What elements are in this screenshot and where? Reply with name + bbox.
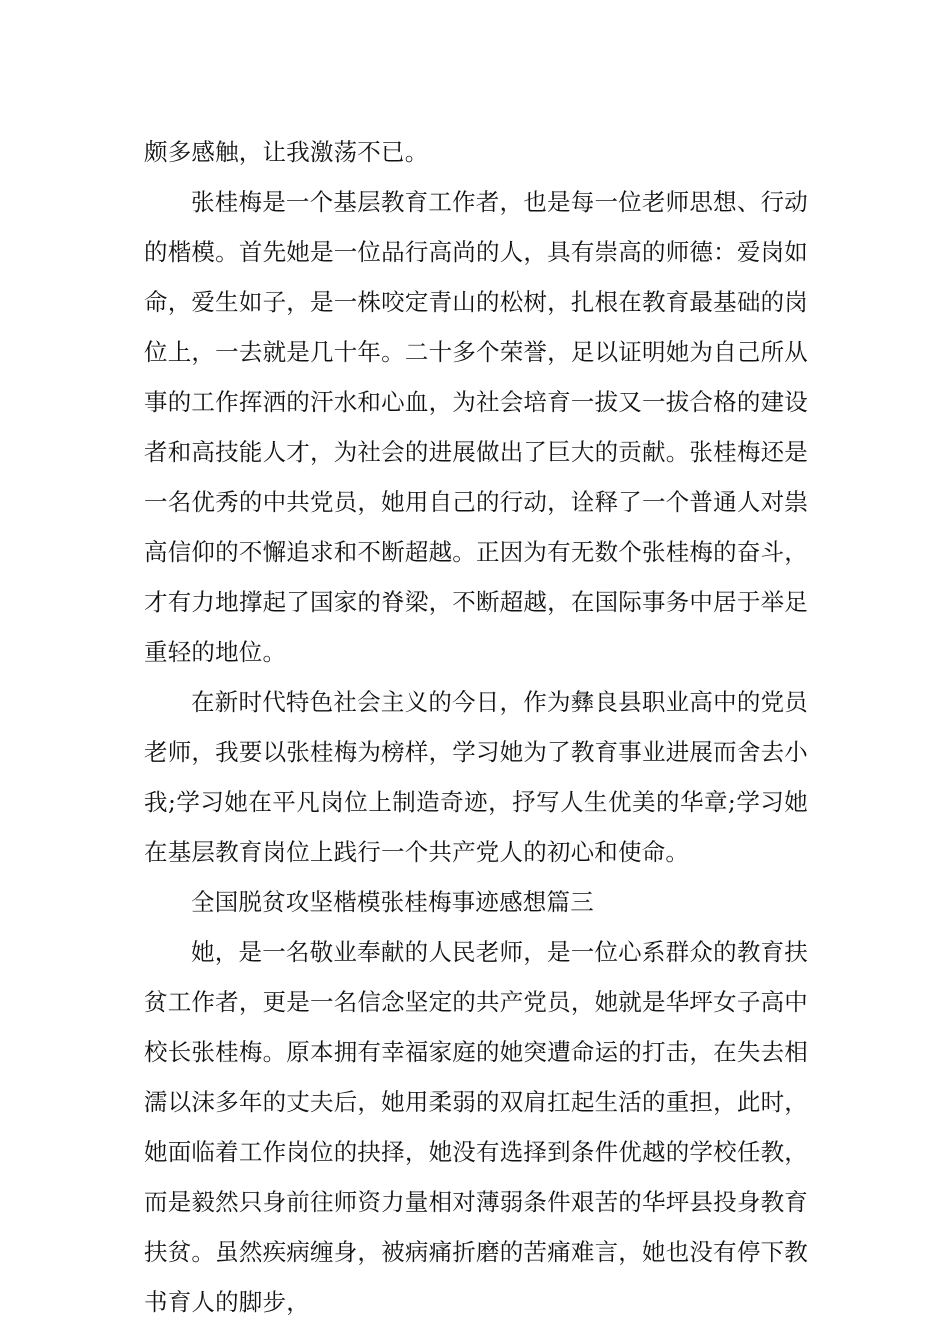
paragraph-new-era-teacher: 在新时代特色社会主义的今日，作为彝良县职业高中的党员老师，我要以张桂梅为榜样，学习她为了教育事业进展而舍去小我;学习她在平凡岗位上制造奇迹，抒写人生优美的华章;学习她在基层教育岗位上践行一个共产党人的初心和使命。 [144, 688, 808, 866]
paragraph-continuation: 颇多感触，让我激荡不已。 [144, 138, 429, 166]
paragraph-dedicated-teacher: 她，是一名敬业奉献的人民老师，是一位心系群众的教育扶贫工作者，更是一名信念坚定的共产党员，她就是华坪女子高中校长张桂梅。原本拥有幸福家庭的她突遭命运的打击，在失去相濡以沫多年的丈夫后，她用柔弱的双肩扛起生活的重担，此时，她面临着工作岗位的抉择，她没有选择到条件优越的学校任教，而是毅然只身前往师资力量相对薄弱条件艰苦的华坪县投身教育扶贫。虽然疾病缠身，被病痛折磨的苦痛难言，她也没有停下教书育人的脚步， [144, 938, 808, 1316]
paragraph-zhang-guimei-role-model: 张桂梅是一个基层教育工作者，也是每一位老师思想、行动的楷模。首先她是一位品行高尚的人，具有崇高的师德：爱岗如命，爱生如子，是一株咬定青山的松树，扎根在教育最基础的岗位上，一去就是几十年。二十多个荣誉，足以证明她为自己所从事的工作挥洒的汗水和心血，为社会培育一拔又一拔合格的建设者和高技能人才，为社会的进展做出了巨大的贡献。张桂梅还是一名优秀的中共党员，她用自己的行动，诠释了一个普通人对祟高信仰的不懈追求和不断超越。正因为有无数个张桂梅的奋斗，才有力地撑起了国家的脊梁，不断超越，在国际事务中居于举足重轻的地位。 [144, 188, 808, 666]
document-body [144, 127, 808, 1327]
section-heading-part-three: 全国脱贫攻坚楷模张桂梅事迹感想篇三 [191, 888, 594, 916]
